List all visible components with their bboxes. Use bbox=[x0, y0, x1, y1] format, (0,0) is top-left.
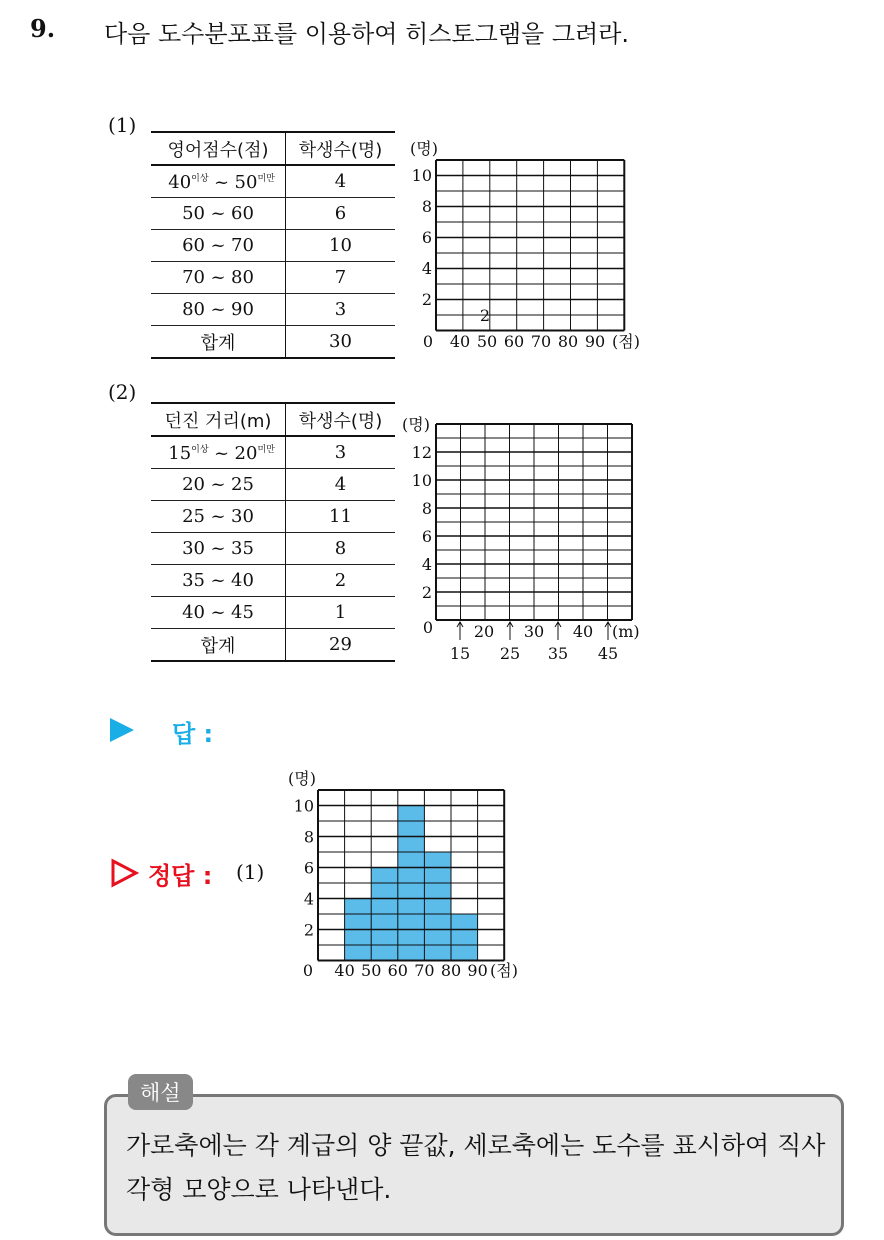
problem-1-label: (1) bbox=[108, 113, 137, 137]
x-unit-label: (점) bbox=[612, 332, 640, 351]
y-tick: 6 bbox=[421, 228, 432, 247]
table-header: 던진 거리(m) bbox=[151, 403, 286, 436]
problem-2-label: (2) bbox=[108, 380, 137, 404]
y-tick: 4 bbox=[421, 555, 432, 574]
y-tick-label: 8 bbox=[303, 827, 314, 847]
table-row: 50 ~ 60 6 bbox=[151, 198, 395, 230]
table-row: $40^{이상}$ ~ $50^{미만}$ 4 bbox=[151, 165, 395, 198]
x-tick: 35 bbox=[547, 644, 569, 663]
empty-grid-1 bbox=[400, 132, 660, 358]
x-tick: 15 bbox=[449, 644, 471, 663]
y-tick: 2 bbox=[479, 306, 490, 325]
x-tick: 80 bbox=[557, 332, 579, 351]
chart-origin: 0 bbox=[302, 961, 314, 980]
table-row: 35 ~ 40 2 bbox=[151, 565, 395, 597]
y-tick-label: 6 bbox=[303, 858, 314, 878]
table-row: 25 ~ 30 11 bbox=[151, 501, 395, 533]
table-row: $15^{이상}$ ~ $20^{미만}$ 3 bbox=[151, 436, 395, 469]
y-unit-label: (명) bbox=[410, 139, 438, 158]
y-tick: 6 bbox=[421, 527, 432, 546]
x-tick-label: 90 bbox=[467, 961, 488, 980]
origin-label: 0 bbox=[422, 618, 434, 637]
histogram-chart bbox=[284, 764, 534, 988]
table-row-total: 합계 29 bbox=[151, 629, 395, 662]
x-tick-label: 50 bbox=[361, 961, 382, 980]
y-tick: 10 bbox=[411, 471, 432, 490]
correct-answer-label: 정답 : bbox=[148, 862, 213, 890]
x-tick: 50 bbox=[476, 332, 498, 351]
x-tick: 25 bbox=[499, 644, 521, 663]
table-row-total: 합계 30 bbox=[151, 326, 395, 359]
x-tick: 40 bbox=[449, 332, 471, 351]
x-tick: 30 bbox=[523, 622, 545, 641]
frequency-table-1 bbox=[151, 131, 395, 359]
histogram-bar bbox=[451, 914, 478, 961]
correct-answer-number: (1) bbox=[236, 860, 265, 884]
y-tick: 2 bbox=[421, 583, 432, 602]
x-tick: 90 bbox=[584, 332, 606, 351]
grid-lines bbox=[436, 424, 632, 620]
chart-x-unit: (점) bbox=[490, 961, 518, 980]
table-header: 학생수(명) bbox=[286, 403, 396, 436]
grid-lines bbox=[436, 160, 624, 331]
y-tick: 8 bbox=[421, 499, 432, 518]
x-tick: 70 bbox=[530, 332, 552, 351]
x-tick-label: 40 bbox=[334, 961, 355, 980]
y-tick-label: 4 bbox=[303, 889, 314, 909]
table-row: 20 ~ 25 4 bbox=[151, 469, 395, 501]
x-tick-label: 80 bbox=[440, 961, 462, 980]
solution-text: 가로축에는 각 계급의 양 끝값, 세로축에는 도수를 표시하여 직사각형 모양으로 나타낸다. bbox=[126, 1131, 826, 1204]
y-tick: 10 bbox=[411, 166, 432, 185]
frequency-table-2 bbox=[151, 402, 395, 662]
question-number: 9. bbox=[30, 14, 56, 43]
x-tick-label: 70 bbox=[414, 961, 435, 980]
origin-label: 0 bbox=[422, 332, 434, 351]
solution-tag: 해설 bbox=[128, 1074, 193, 1110]
table-header: 학생수(명) bbox=[286, 132, 396, 165]
x-tick: 45 bbox=[597, 644, 619, 663]
table-row: 40 ~ 45 1 bbox=[151, 597, 395, 629]
y-tick-label: 10 bbox=[293, 796, 314, 816]
answer-label: 답 : bbox=[172, 720, 214, 748]
empty-grid-2 bbox=[400, 408, 660, 664]
table-row: 60 ~ 70 10 bbox=[151, 230, 395, 262]
table-row: 30 ~ 35 8 bbox=[151, 533, 395, 565]
y-tick: 8 bbox=[421, 197, 432, 216]
chart-x-ticks bbox=[334, 961, 487, 980]
chart-y-unit: (명) bbox=[288, 769, 316, 788]
answer-arrow-icon bbox=[110, 718, 134, 742]
chart-y-ticks bbox=[294, 797, 314, 940]
correct-arrow-icon bbox=[110, 858, 140, 888]
table-header: 영어점수(점) bbox=[151, 132, 286, 165]
x-tick: 60 bbox=[503, 332, 525, 351]
y-tick: 12 bbox=[411, 443, 432, 462]
table-row: 70 ~ 80 7 bbox=[151, 262, 395, 294]
table-row: 80 ~ 90 3 bbox=[151, 294, 395, 326]
y-unit-label: (명) bbox=[402, 415, 430, 434]
x-tick: 20 bbox=[473, 622, 495, 641]
y-tick: 2 bbox=[421, 290, 432, 309]
x-tick: 40 bbox=[572, 622, 594, 641]
x-tick-label: 60 bbox=[387, 961, 408, 980]
y-tick: 4 bbox=[421, 259, 432, 278]
x-unit-label: (m) bbox=[612, 622, 640, 641]
question-text: 다음 도수분포표를 이용하여 히스토그램을 그려라. bbox=[104, 20, 630, 48]
y-tick-label: 2 bbox=[303, 920, 314, 940]
